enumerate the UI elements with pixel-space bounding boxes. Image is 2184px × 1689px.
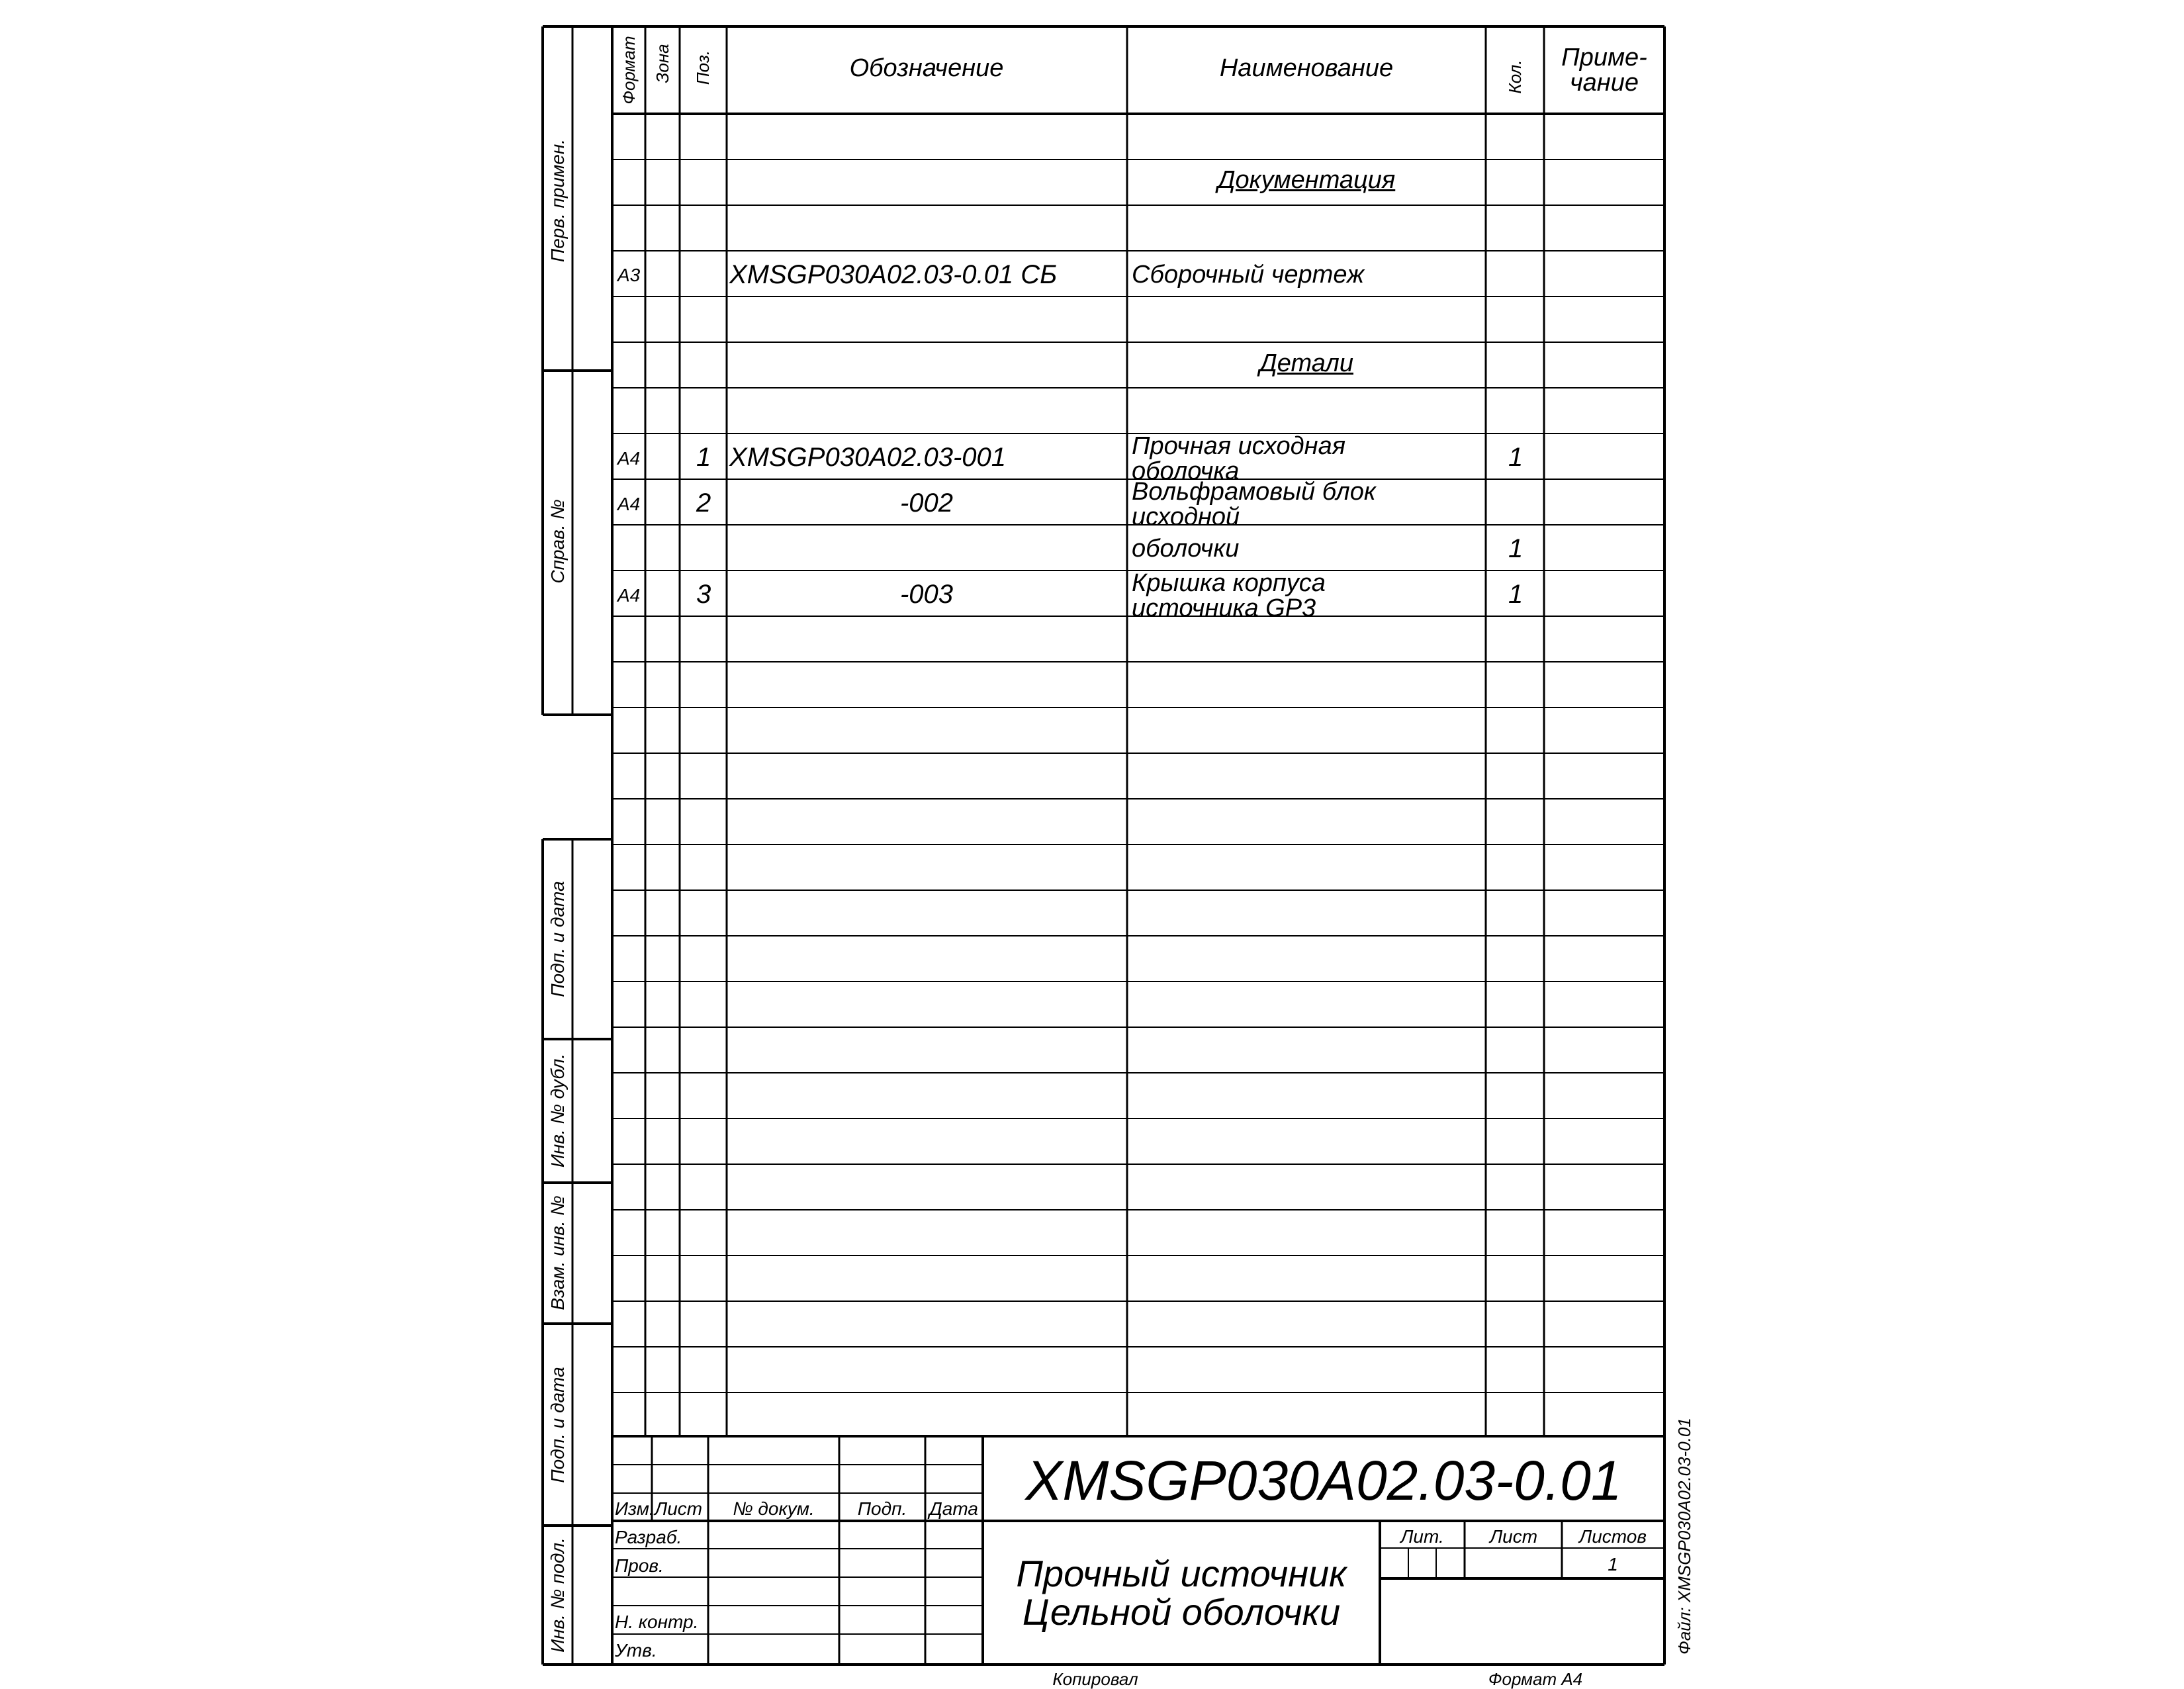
- margin-vzam-inv: Взам. инв. №: [547, 1195, 568, 1310]
- row3-pos: 3: [696, 580, 711, 609]
- label-razrab: Разраб.: [615, 1527, 682, 1547]
- row-a3-designation: XMSGP030A02.03-0.01 СБ: [729, 260, 1058, 289]
- row3-designation: -003: [899, 580, 954, 609]
- row1-format: А4: [617, 448, 641, 469]
- row2-name-line3: оболочки: [1132, 535, 1240, 563]
- row1-name-line1: Прочная исходная: [1132, 432, 1346, 460]
- row3-name-line1: Крышка корпуса: [1132, 569, 1326, 597]
- label-prov: Пров.: [615, 1555, 664, 1576]
- footer-file: Файл: XMSGP030A02.03-0.01: [1674, 1418, 1694, 1655]
- label-sheets: Листов: [1579, 1526, 1647, 1547]
- footer-format: Формат А4: [1488, 1669, 1583, 1689]
- label-list: Лист: [655, 1498, 703, 1519]
- row2-format: А4: [617, 494, 641, 514]
- row3-format: А4: [617, 585, 641, 606]
- label-n-kontr: Н. контр.: [615, 1612, 699, 1632]
- header-name: Наименование: [1219, 54, 1394, 82]
- row-a3-name: Сборочный чертеж: [1132, 261, 1365, 289]
- section-documentation: Документация: [1217, 166, 1396, 194]
- header-pos: Поз.: [693, 50, 713, 85]
- title-line1: Прочный источник: [1016, 1553, 1347, 1594]
- header-note-line1: Приме-: [1561, 44, 1647, 71]
- label-podp: Подп.: [857, 1498, 907, 1519]
- row3-name-line2: источника GP3: [1132, 594, 1316, 622]
- row1-name-line2: оболочка: [1132, 457, 1240, 485]
- header-zone: Зона: [653, 44, 672, 83]
- label-sheet: Лист: [1489, 1526, 1538, 1547]
- section-parts: Детали: [1259, 349, 1353, 377]
- row2-qty: 1: [1508, 534, 1524, 563]
- margin-podp-data-2: Подп. и дата: [547, 1367, 568, 1483]
- margin-podp-data-1: Подп. и дата: [547, 881, 568, 997]
- header-note-line2: чание: [1570, 69, 1639, 97]
- header-designation: Обозначение: [849, 54, 1004, 82]
- row2-designation: -002: [899, 488, 954, 518]
- label-lit: Лит.: [1400, 1526, 1444, 1547]
- margin-sprav-no: Справ. №: [547, 499, 568, 584]
- row2-pos: 2: [696, 488, 711, 518]
- label-utv: Утв.: [615, 1640, 657, 1661]
- row1-designation: XMSGP030A02.03-001: [729, 443, 1007, 472]
- label-data: Дата: [929, 1498, 978, 1519]
- row1-qty: 1: [1508, 443, 1524, 472]
- sheets-value: 1: [1608, 1554, 1618, 1575]
- label-izm: Изм.: [615, 1498, 655, 1519]
- margin-inv-podl: Инв. № подл.: [547, 1537, 568, 1653]
- row2-name-line1: Вольфрамовый блок: [1132, 478, 1376, 506]
- document-code: XMSGP030A02.03-0.01: [1025, 1449, 1622, 1512]
- title-line2: Цельной оболочки: [1022, 1591, 1341, 1633]
- margin-inv-dubl: Инв. № дубл.: [547, 1053, 568, 1168]
- label-no-dokum: № докум.: [733, 1498, 815, 1519]
- row1-pos: 1: [696, 443, 711, 472]
- header-format: Формат: [619, 36, 639, 105]
- row-a3-format: А3: [617, 265, 641, 285]
- row2-name-line2: исходной: [1132, 503, 1240, 531]
- footer-copied: Копировал: [1052, 1669, 1138, 1689]
- margin-perv-primen: Перв. примен.: [547, 138, 568, 263]
- row3-qty: 1: [1508, 580, 1524, 609]
- header-qty: Кол.: [1505, 60, 1525, 94]
